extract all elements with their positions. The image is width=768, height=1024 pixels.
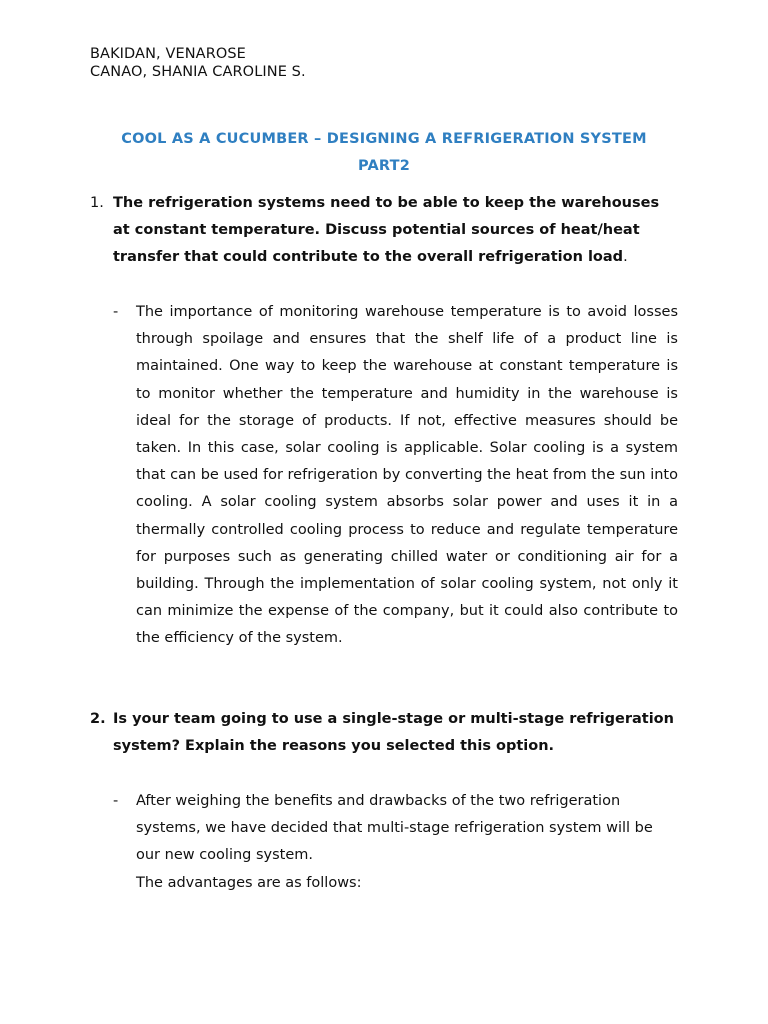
bullet-dash: - [113, 304, 119, 320]
question-2 [90, 706, 678, 760]
question-text: Is your team going to use a single-stage or multi-stage refrigeration system? Explain the reasons you selected this option. [113, 711, 674, 755]
answer-1 [113, 299, 678, 653]
author-name: BAKIDAN, VENAROSE [90, 46, 246, 62]
answer-text: After weighing the benefits and drawbacks of the two refrigeration systems, we have decided that multi-stage refrigeration system will be our new cooling system. [136, 793, 653, 864]
bullet-dash: - [113, 793, 119, 809]
question-text-tail: . [623, 249, 628, 266]
question-text [113, 190, 678, 272]
question-number: 1. [90, 195, 104, 211]
author-list [90, 45, 306, 81]
question-text-bold: The refrigeration systems need to be able to keep the warehouses at constant temperature. Discuss potential sources of heat/heat transfer that could contribute to the overall refrigeration load [113, 195, 660, 266]
title-part: PART2 [357, 158, 410, 174]
author-name: CANAO, SHANIA CAROLINE S. [90, 64, 306, 80]
answer-2 [113, 788, 678, 897]
answer-text: The importance of monitoring warehouse temperature is to avoid losses through spoilage and ensures that the shelf life of a product line is maintained. One way to keep the warehouse at constant temperature is to monitor whether the temperature and humidity in the warehouse is ideal for the storage of products. If not, effective measures should be taken. In this case, solar cooling is applicable. Solar cooling is a system that can be used for refrigeration by converting the heat from the sun into cooling. A solar cooling system absorbs solar power and uses it in a thermally controlled cooling process to reduce and regulate temperature for purposes such as generating chilled water or conditioning air for a building. Through the implementation of solar cooling system, not only it can minimize the expense of the company, but it could also contribute to the efficiency of the system. [136, 304, 678, 647]
answer-followup: The advantages are as follows: [136, 874, 362, 891]
question-1 [90, 190, 678, 272]
title-line: COOL AS A CUCUMBER – DESIGNING A REFRIGERATION SYSTEM [121, 131, 647, 147]
question-number: 2. [90, 711, 106, 727]
document-title [90, 126, 678, 180]
